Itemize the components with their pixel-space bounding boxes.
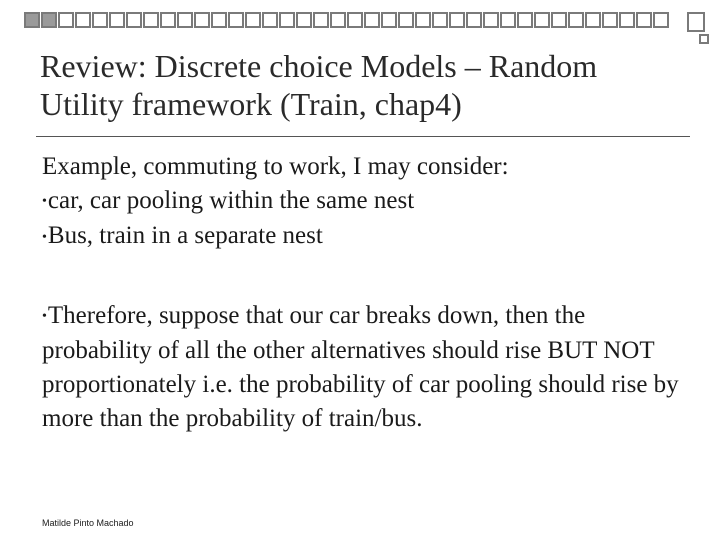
decorative-square bbox=[75, 12, 91, 28]
decorative-square bbox=[160, 12, 176, 28]
decorative-square bbox=[143, 12, 159, 28]
title-divider bbox=[36, 136, 690, 137]
decorative-square bbox=[636, 12, 652, 28]
decorative-square bbox=[194, 12, 210, 28]
decorative-square bbox=[296, 12, 312, 28]
decorative-square bbox=[58, 12, 74, 28]
decorative-square bbox=[432, 12, 448, 28]
decorative-square-bar bbox=[24, 12, 684, 32]
bullet-item-therefore bbox=[42, 299, 682, 436]
decorative-square bbox=[41, 12, 57, 28]
slide-title-line-2: Utility framework (Train, chap4) bbox=[40, 86, 462, 122]
decorative-square bbox=[211, 12, 227, 28]
decorative-square bbox=[313, 12, 329, 28]
bullet-text: car, car pooling within the same nest bbox=[47, 187, 415, 214]
decorative-square bbox=[398, 12, 414, 28]
decorative-square bbox=[92, 12, 108, 28]
decorative-square bbox=[568, 12, 584, 28]
decorative-corner-small-square bbox=[699, 34, 709, 44]
decorative-square bbox=[262, 12, 278, 28]
paragraph-text: Therefore, suppose that our car breaks down, then the probability of all the other alternatives should rise BUT NOT proportionately i.e. the probability of car pooling should rise by more than the probability of train/bus. bbox=[42, 301, 679, 432]
decorative-square bbox=[330, 12, 346, 28]
bullet-icon: • bbox=[42, 308, 47, 324]
bullet-icon: • bbox=[42, 229, 47, 245]
slide-body bbox=[42, 150, 682, 461]
bullet-text: Bus, train in a separate nest bbox=[47, 222, 323, 250]
slide-title bbox=[40, 47, 700, 123]
decorative-square bbox=[415, 12, 431, 28]
decorative-square bbox=[126, 12, 142, 28]
bullet-item-car bbox=[42, 184, 682, 219]
decorative-square bbox=[109, 12, 125, 28]
decorative-square bbox=[585, 12, 601, 28]
decorative-square bbox=[619, 12, 635, 28]
decorative-square bbox=[517, 12, 533, 28]
decorative-square bbox=[245, 12, 261, 28]
decorative-square bbox=[483, 12, 499, 28]
decorative-corner-square bbox=[687, 12, 705, 32]
decorative-square bbox=[228, 12, 244, 28]
decorative-square bbox=[347, 12, 363, 28]
intro-text: Example, commuting to work, I may consider: bbox=[42, 153, 509, 180]
decorative-square bbox=[466, 12, 482, 28]
decorative-square bbox=[602, 12, 618, 28]
decorative-square bbox=[534, 12, 550, 28]
decorative-square bbox=[500, 12, 516, 28]
bullet-icon: • bbox=[42, 194, 47, 210]
decorative-square bbox=[381, 12, 397, 28]
decorative-square bbox=[177, 12, 193, 28]
slide-title-line-1: Review: Discrete choice Models – Random bbox=[40, 48, 598, 84]
bullet-item-bus bbox=[42, 219, 682, 254]
decorative-square bbox=[551, 12, 567, 28]
decorative-square bbox=[24, 12, 40, 28]
decorative-square bbox=[653, 12, 669, 28]
decorative-square bbox=[279, 12, 295, 28]
decorative-square bbox=[449, 12, 465, 28]
footer-author: Matilde Pinto Machado bbox=[42, 518, 134, 528]
decorative-square bbox=[364, 12, 380, 28]
